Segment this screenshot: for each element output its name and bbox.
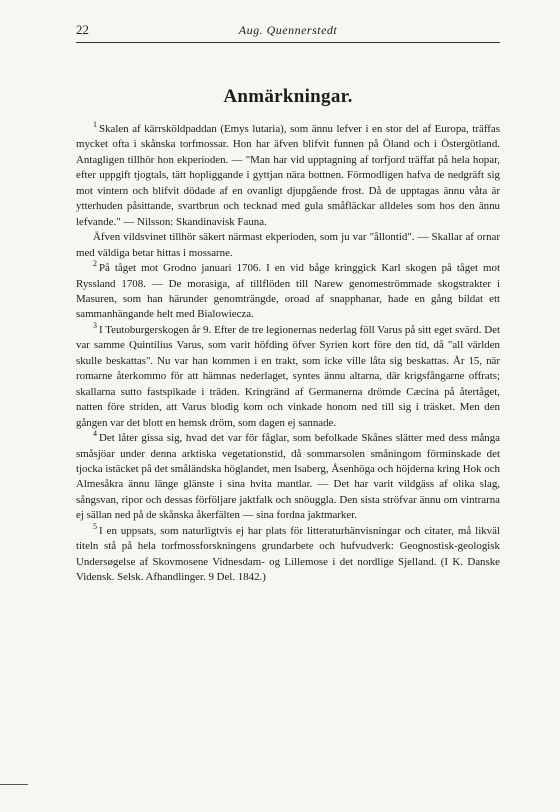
- note-paragraph: [76, 431, 500, 524]
- note-text: Skalen af kärrsköldpaddan (Emys lutaria), som ännu lefver i en stor del af Europa, träffas mycket ofta i skånska torfmossar. Hon har äfven blifvit funnen på Öland och i Östergötland. Antagligen tillhör hon ekperioden. — "Man har vid upptagning af torfjord träffat på hela hopar, efter uppgift tjogtals, tätt hopliggande i gyttjan nära bottnen. Förmodligen hafva de nedgräft sig mot vintern och blifvit dödade af en ovanligt djupgående frost. Då de upptagas ännu våta är ytterhuden påsittande, svartbrun och tecknad med gula småfläckar alldeles som hos den ännu lefvande." — Nilsson: Skandinavisk Fauna.: [76, 123, 500, 228]
- footnote-marker: 1: [93, 120, 97, 130]
- note-paragraph: [76, 261, 500, 323]
- footnote-marker: 5: [93, 522, 97, 532]
- note-paragraph: [76, 122, 500, 230]
- footnote-marker: 2: [93, 259, 97, 269]
- note-text: Det låter gissa sig, hvad det var för fåglar, som befolkade Skånes slätter med dess många småsjöar under denna arktiska vegetationstid, då sommarsolen småningom förminskade det tjocka istäcket på det småländska höglandet, men Isaberg, Åsenhöga och höjderna kring Hok och Almesåkra ännu länge glänste i sina hvita mantlar. — Det har varit vildgäss af olika slag, sångsvan, ripor och dessas förföljare jaktfalk och snöuggla. Den sista ströfvar ännu om vintrarna ej sällan ned på de skånska åkerfälten — sina fordna jaktmarker.: [76, 432, 500, 522]
- note-text: I Teutoburgerskogen år 9. Efter de tre legionernas nederlag föll Varus på sitt eget svärd. Det var samme Quintilius Varus, som varit höfding öfver Syrien kort före den tid, då "all världen skulle beskattas". Nu var han kommen i en trakt, som icke ville låta sig beskattas. År 15, när romarne återkommo för att hämnas nederlaget, syntes ännu altarna, där krigsfångarne offrats; skallarna sutto fastspikade i träden. Kringränd af Germanerna drömde Cæcina på återtåget, natten före striden, att Varus blodig kom och vinkade honom ned till sig i träsket. Men den gången var det blott en hemsk dröm, som dagen ej sannade.: [76, 323, 500, 429]
- note-paragraph: [76, 230, 500, 261]
- note-text: Äfven vildsvinet tillhör säkert närmast ekperioden, som ju var "ållontid". — Skallar af ornar med väldiga betar hittas i mossarne.: [76, 231, 500, 259]
- header-rule: [76, 42, 500, 43]
- notes-body: [76, 122, 500, 586]
- note-text: I en uppsats, som naturligtvis ej har plats för litteraturhänvisningar och citater, må likväl titeln stå på hela torfmossforskningens grundarbete och hufvudverk: Geognostisk-geologisk Undersøgelse af Skovmosene Vidnesdam- og Lillemose i det nordlige Sjelland. (I K. Danske Vidensk. Selsk. Afhandlinger. 9 Del. 1842.): [76, 524, 500, 584]
- note-paragraph: [76, 323, 500, 431]
- running-head: Aug. Quennerstedt: [238, 23, 338, 37]
- section-title: Anmärkningar.: [223, 86, 353, 107]
- margin-mark: [0, 784, 28, 785]
- note-paragraph: [76, 524, 500, 586]
- page-number: 22: [76, 22, 89, 37]
- page-header: [76, 20, 500, 40]
- footnote-marker: 4: [93, 429, 97, 439]
- note-text: På tåget mot Grodno januari 1706. I en vid båge kringgick Karl skogen på tåget mot Ryssland 1708. — De morasiga, af tillflöden till Narew genomeströmmade skogstrakter i Masuren, som han härunder genomträngde, oroad af snapphanar, hade en gång bildat ett sammanhängande helt med Bialowiecza.: [76, 262, 500, 321]
- footnote-marker: 3: [93, 321, 97, 331]
